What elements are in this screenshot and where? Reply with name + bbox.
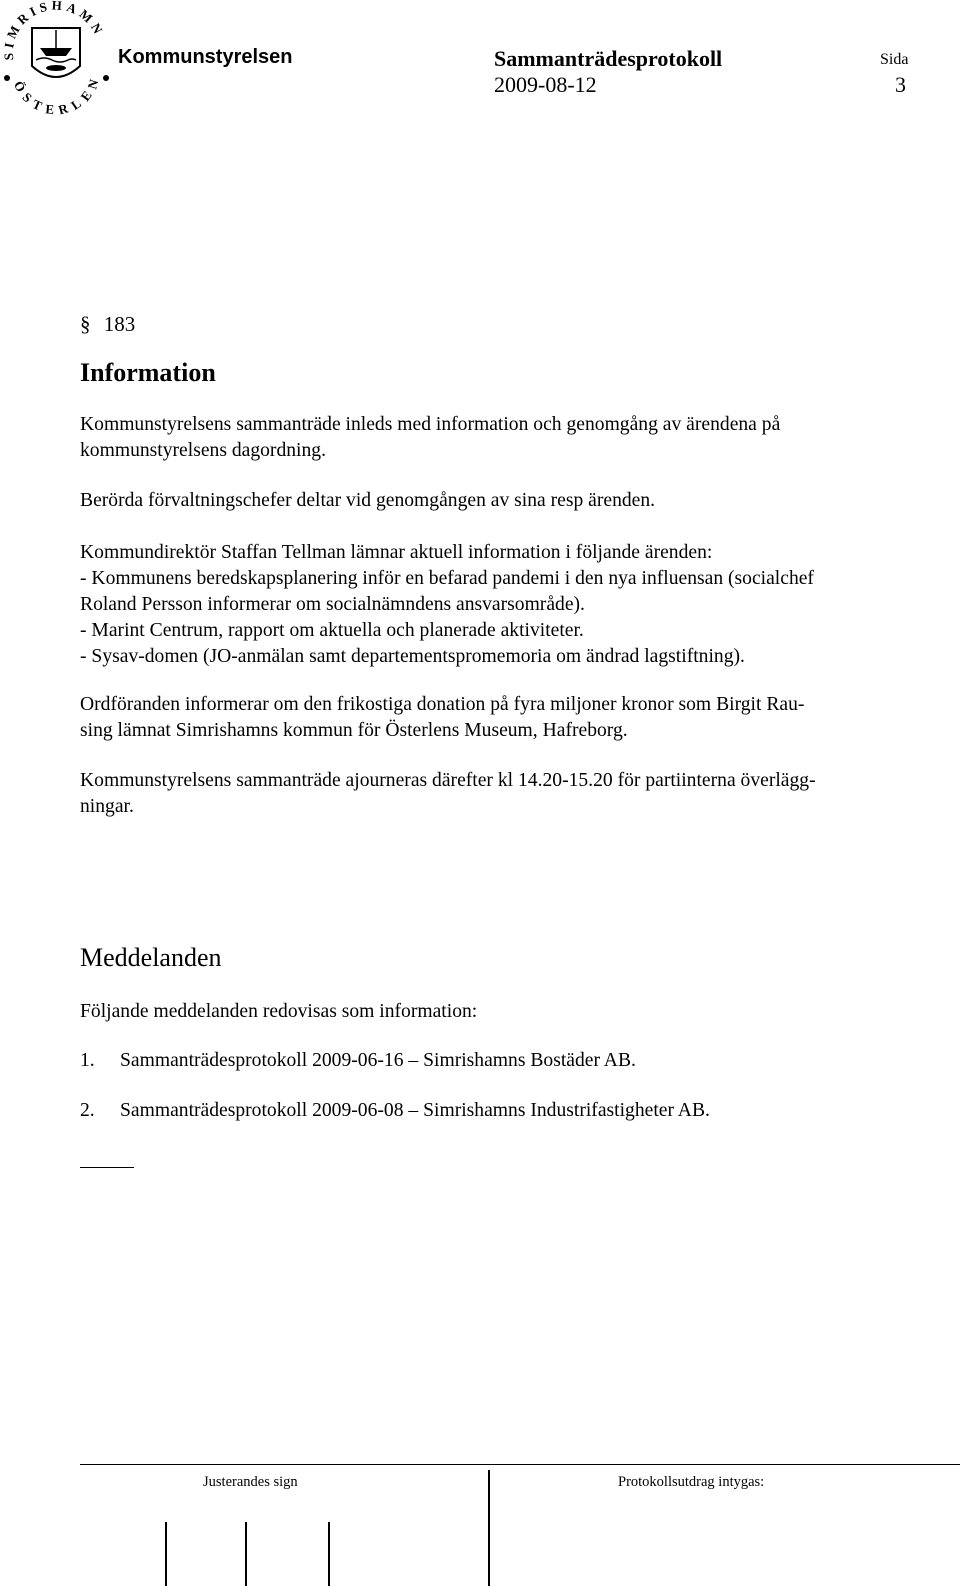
section-number: 183 [103, 312, 136, 336]
text-line: - Marint Centrum, rapport om aktuella och planerade aktiviteter. [80, 620, 584, 641]
simrishamn-seal-logo [0, 0, 112, 122]
footer-divider [80, 1464, 960, 1465]
paragraph-chiefs [80, 488, 655, 514]
paragraph-intro [80, 412, 780, 464]
page-number: 3 [895, 72, 906, 97]
text-line: Kommunstyrelsens sammanträde ajourneras därefter kl 14.20-15.20 för partiinterna överlägg- [80, 770, 816, 791]
meeting-date: 2009-08-12 [494, 72, 597, 97]
paragraph-donation [80, 692, 804, 744]
paragraph-director-info [80, 540, 814, 670]
list-item [80, 1098, 710, 1124]
signature-box-divider [165, 1522, 167, 1586]
signature-box-divider [245, 1522, 247, 1586]
list-item-text: Sammanträdesprotokoll 2009-06-16 – Simrishamns Bostäder AB. [120, 1050, 636, 1071]
end-marker-rule [80, 1167, 134, 1168]
text-line: Kommunstyrelsens sammanträde inleds med information och genomgång av ärendena på [80, 414, 781, 435]
text-line: Berörda förvaltningschefer deltar vid genomgången av sina resp ärenden. [80, 490, 656, 511]
signature-box-divider [328, 1522, 330, 1586]
list-item-number: 2. [80, 1100, 95, 1121]
justerandes-sign-label: Justerandes sign [203, 1474, 298, 1490]
organization-name: Kommunstyrelsen [118, 46, 293, 68]
svg-text:ÖSTERLEN: ÖSTERLEN [10, 71, 104, 118]
text-line: Kommundirektör Staffan Tellman lämnar aktuell information i följande ärenden: [80, 542, 713, 563]
section-title: Information [80, 358, 216, 387]
text-line: ningar. [80, 796, 134, 817]
text-line: kommunstyrelsens dagordning. [80, 440, 326, 461]
messages-intro: Följande meddelanden redovisas som information: [80, 1001, 478, 1022]
text-line: Roland Persson informerar om socialnämndens ansvarsområde). [80, 594, 585, 615]
page-label: Sida [880, 51, 909, 68]
section-mark: § [80, 312, 91, 336]
section-heading [80, 312, 135, 337]
footer-column-divider [488, 1470, 490, 1586]
text-line: Ordföranden informerar om den frikostiga donation på fyra miljoner kronor som Birgit Rau- [80, 694, 805, 715]
list-item-text: Sammanträdesprotokoll 2009-06-08 – Simrishamns Industrifastigheter AB. [120, 1100, 710, 1121]
list-item-number: 1. [80, 1050, 95, 1071]
text-line: - Kommunens beredskapsplanering inför en befarad pandemi i den nya influensan (socialchef [80, 568, 814, 589]
text-line: sing lämnat Simrishamns kommun för Österlens Museum, Hafreborg. [80, 720, 628, 741]
document-type: Sammanträdesprotokoll [494, 46, 723, 71]
svg-text:SIMRISHAMN: SIMRISHAMN [0, 0, 108, 61]
text-line: - Sysav-domen (JO-anmälan samt departementspromemoria om ändrad lagstiftning). [80, 646, 745, 667]
paragraph-adjournment [80, 768, 816, 820]
messages-heading: Meddelanden [80, 943, 222, 972]
list-item [80, 1048, 636, 1074]
protokollsutdrag-label: Protokollsutdrag intygas: [618, 1474, 765, 1490]
